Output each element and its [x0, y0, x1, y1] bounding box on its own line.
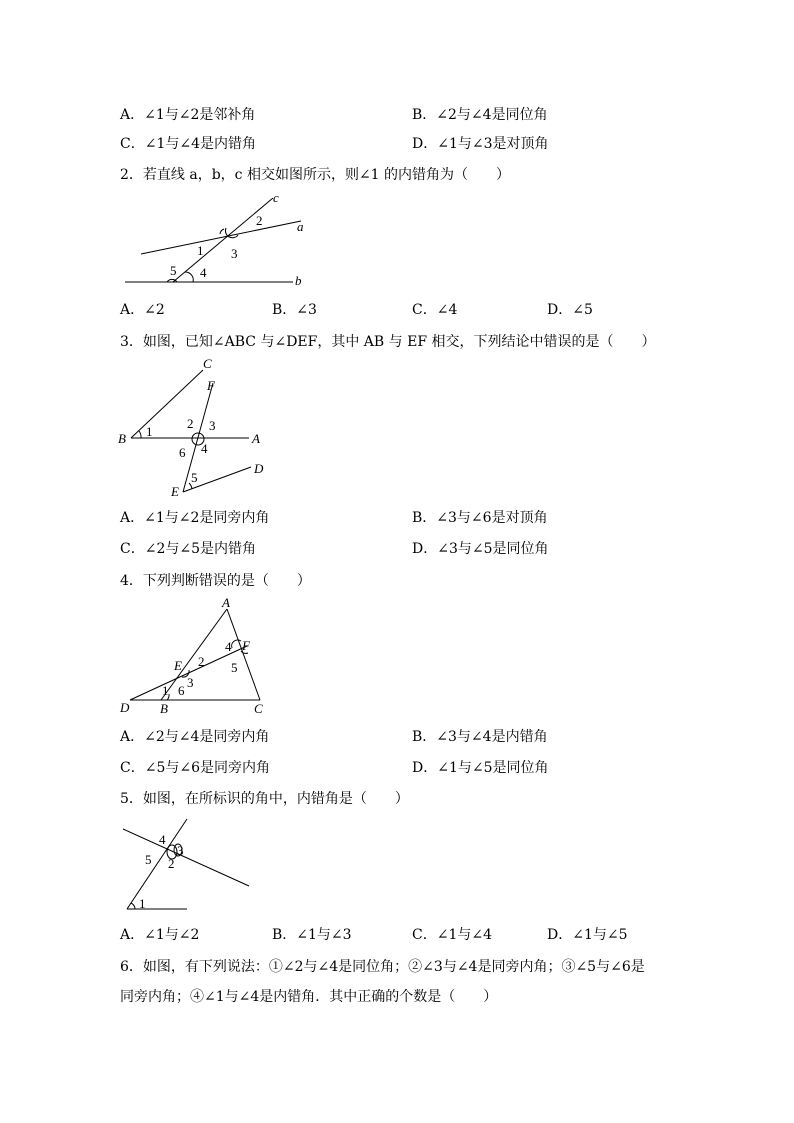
q2-option-c: C．∠4: [412, 302, 458, 318]
angle-arc-1: [220, 229, 224, 234]
q1-option-a: A．∠1与∠2是邻补角: [120, 107, 256, 123]
label-a: A: [222, 595, 230, 610]
q6-stem-line2: 同旁内角；④∠1与∠4是内错角．其中正确的个数是（ ）: [120, 989, 498, 1005]
q5-stem: 5．如图，在所标识的角中，内错角是（ ）: [120, 791, 409, 807]
q1-option-c: C．∠1与∠4是内错角: [120, 136, 256, 152]
label-4: 4: [200, 265, 207, 280]
label-5: 5: [191, 470, 198, 485]
label-2: 2: [168, 856, 175, 871]
label-b: B: [160, 701, 168, 716]
q1-option-d: D．∠1与∠3是对顶角: [412, 136, 549, 152]
q4-stem: 4．下列判断错误的是（ ）: [120, 573, 311, 589]
q5-option-a: A．∠1与∠2: [120, 927, 200, 943]
side-ab: [161, 609, 227, 700]
label-c: C: [254, 701, 263, 716]
label-5: 5: [231, 660, 238, 675]
q2-stem: 2．若直线 a，b，c 相交如图所示，则∠1 的内错角为（ ）: [120, 167, 511, 183]
side-ac: [227, 609, 260, 700]
label-d: D: [120, 700, 130, 715]
q4-option-c: C．∠5与∠6是同旁内角: [120, 760, 270, 776]
label-d: D: [254, 461, 264, 476]
line-top: [123, 829, 249, 886]
label-b: b: [295, 273, 302, 288]
label-4: 4: [159, 832, 166, 847]
q5-option-c: C．∠1与∠4: [412, 927, 492, 943]
q2-option-a: A．∠2: [120, 302, 165, 318]
angle-arc-1: [139, 431, 141, 438]
label-3: 3: [187, 675, 194, 690]
q4-option-d: D．∠1与∠5是同位角: [412, 760, 549, 776]
q5-option-b: B．∠1与∠3: [272, 927, 352, 943]
label-1: 1: [197, 243, 204, 258]
label-5: 5: [145, 852, 152, 867]
label-c: c: [273, 190, 279, 205]
angle-arc-4: [185, 272, 193, 282]
label-4: 4: [225, 639, 232, 654]
q3-option-a: A．∠1与∠2是同旁内角: [120, 510, 270, 526]
q1-option-b: B．∠2与∠4是同位角: [412, 107, 548, 123]
q6-stem-line1: 6．如图，有下列说法：①∠2与∠4是同位角；②∠3与∠4是同旁内角；③∠5与∠6是: [120, 959, 645, 975]
q4-option-a: A．∠2与∠4是同旁内角: [120, 729, 270, 745]
label-2: 2: [198, 654, 205, 669]
angle-arc-1: [131, 903, 135, 909]
label-2: 2: [187, 416, 194, 431]
label-3: 3: [209, 418, 216, 433]
label-1: 1: [146, 424, 153, 439]
label-1: 1: [139, 896, 146, 911]
q5-option-d: D．∠1与∠5: [547, 927, 628, 943]
q2-option-b: B．∠3: [272, 302, 317, 318]
label-6: 6: [178, 683, 185, 698]
label-3: 3: [177, 843, 184, 858]
q3-option-c: C．∠2与∠5是内错角: [120, 541, 256, 557]
label-a: a: [297, 219, 304, 234]
label-e: E: [174, 658, 182, 673]
label-b: B: [118, 431, 126, 446]
q3-stem: 3．如图，已知∠ABC 与∠DEF，其中 AB 与 EF 相交，下列结论中错误的是（ ）: [120, 334, 656, 350]
label-f: F: [207, 378, 215, 393]
label-6: 6: [179, 445, 186, 460]
line-a: [141, 221, 301, 254]
q3-option-d: D．∠3与∠5是同位角: [412, 541, 549, 557]
label-5: 5: [170, 263, 177, 278]
label-e: E: [171, 484, 179, 499]
q2-figure: [115, 188, 315, 288]
q2-option-d: D．∠5: [547, 302, 593, 318]
q4-figure: [115, 597, 275, 722]
label-3: 3: [231, 246, 238, 261]
label-c: C: [203, 356, 212, 371]
q4-option-b: B．∠3与∠4是内错角: [412, 729, 548, 745]
label-2: 2: [256, 213, 263, 228]
q3-figure: [115, 355, 275, 505]
label-1: 1: [162, 683, 169, 698]
q5-figure: [115, 817, 255, 912]
label-4: 4: [201, 441, 208, 456]
label-f: F: [242, 638, 250, 653]
line-c: [173, 198, 273, 282]
q3-option-b: B．∠3与∠6是对顶角: [412, 510, 548, 526]
label-a: A: [252, 431, 260, 446]
line-slant: [127, 819, 187, 909]
